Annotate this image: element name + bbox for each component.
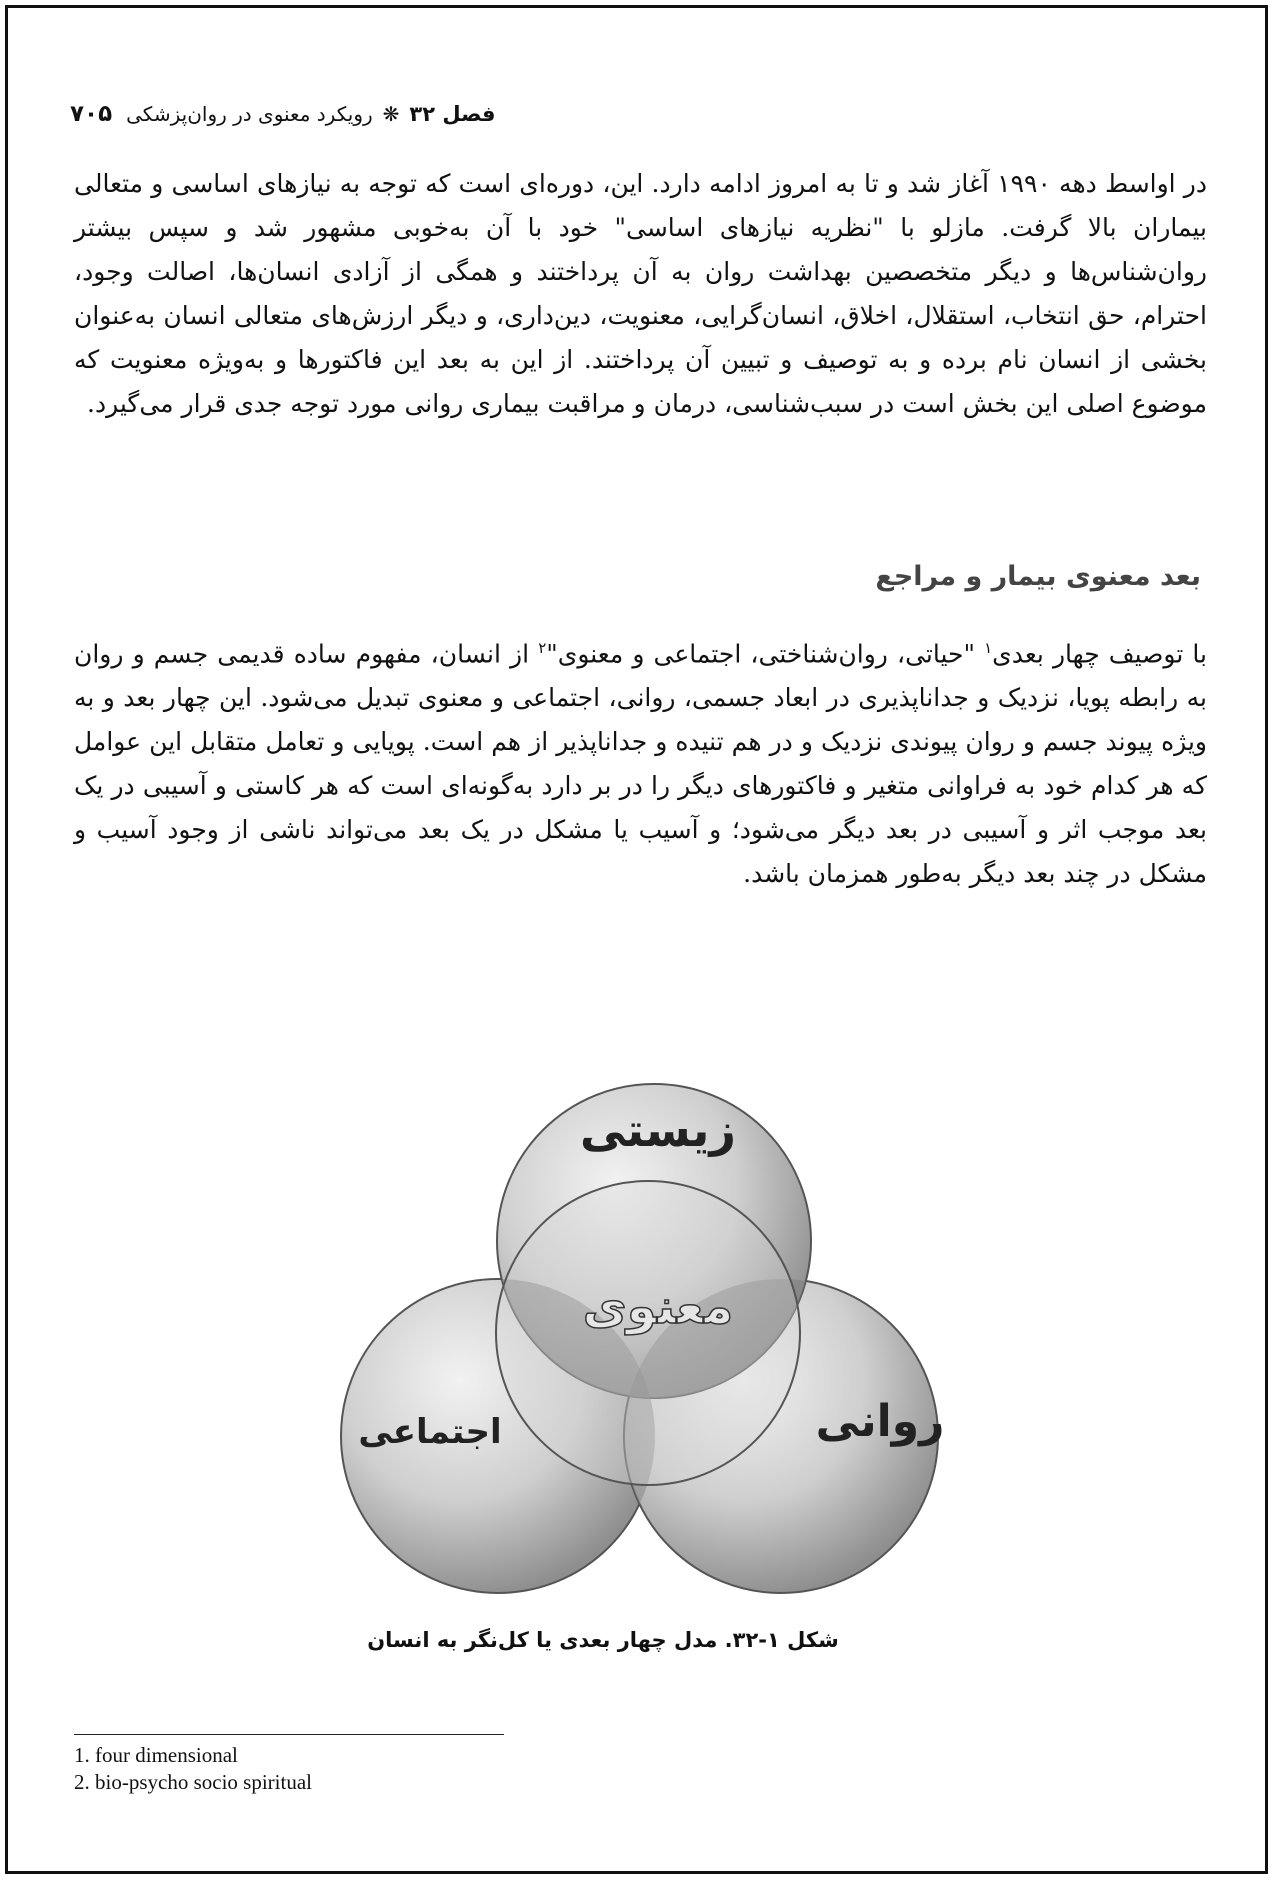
paragraph-2-part-2: "حیاتی، روان‌شناختی، اجتماعی و معنوی": [546, 639, 985, 669]
chapter-subtitle: رویکرد معنوی در روان‌پزشکی: [126, 102, 373, 126]
footnote-divider: [74, 1734, 504, 1735]
book-page: [5, 5, 1268, 1874]
page-number: ۷۰۵: [70, 101, 113, 127]
paragraph-2-part-1: با توصیف چهار بعدی: [992, 639, 1207, 669]
label-biological: زیستی: [580, 1103, 736, 1157]
footnote-ref-2: ۲: [538, 639, 547, 657]
paragraph-2: [74, 626, 1207, 896]
chapter-title-group: [126, 102, 495, 126]
footnote-1: 1. four dimensional: [74, 1743, 238, 1767]
figure-caption: شکل ۱-۳۲. مدل چهار بعدی یا کل‌نگر به انسان: [367, 1628, 839, 1652]
footnote-2: 2. bio-psycho socio spiritual: [74, 1770, 312, 1794]
label-spiritual: معنوی: [582, 1279, 734, 1335]
label-social: اجتماعی: [358, 1412, 502, 1452]
four-dimension-venn-diagram: [318, 1038, 958, 1598]
star-icon: ❋: [382, 102, 400, 126]
paragraph-1: در اواسط دهه ۱۹۹۰ آغاز شد و تا به امروز ادامه دارد. این، دوره‌ای است که توجه به نیازهای اساسی و متعالی بیماران بالا گرفت. مازلو با "نظریه نیازهای اساسی" خود با آن به‌خوبی مشهور شد و سپس بیشتر روان‌شناس‌ها و دیگر متخصصین بهداشت روان به آن پرداختند و همگی از آزادی انسان‌ها، اصالت وجود، احترام، حق انتخاب، استقلال، اخلاق، انسان‌گرایی، معنویت، دین‌داری، و دیگر ارزش‌های متعالی انسان به‌عنوان بخشی از انسان نام برده و به توصیف و تبیین آن پرداختند. از این به بعد این فاکتورها و به‌ویژه معنویت که موضوع اصلی این بخش است در سبب‌شناسی، درمان و مراقبت بیماری روانی مورد توجه جدی قرار می‌گیرد.: [74, 169, 1207, 418]
running-header: [70, 96, 496, 132]
footnotes: [74, 1742, 674, 1796]
chapter-label: فصل ۳۲: [409, 102, 496, 126]
paragraph-2-part-3: از انسان، مفهوم ساده قدیمی جسم و روان به رابطه پویا، نزدیک و جداناپذیری در ابعاد جسمی، روانی، اجتماعی و معنوی تبدیل می‌شود. این چهار بعد و به ویژه پیوند جسم و روان پیوندی نزدیک و در هم تنیده و جداناپذیر از هم است. پویایی و تعامل متقابل این عوامل که هر کدام خود به فراوانی متغیر و فاکتورهای دیگر را در بر دارد به‌گونه‌ای است که هر کاستی و آسیبی در یک بعد موجب اثر و آسیبی در بعد دیگر می‌شود؛ و آسیب یا مشکل در یک بعد می‌تواند ناشی از وجود آسیب و مشکل در چند بعد دیگر به‌طور همزمان باشد.: [74, 639, 1207, 889]
section-heading: بعد معنوی بیمار و مراجع: [875, 561, 1201, 592]
footnote-ref-1: ۱: [984, 639, 993, 657]
label-psychological: روانی: [815, 1396, 945, 1447]
